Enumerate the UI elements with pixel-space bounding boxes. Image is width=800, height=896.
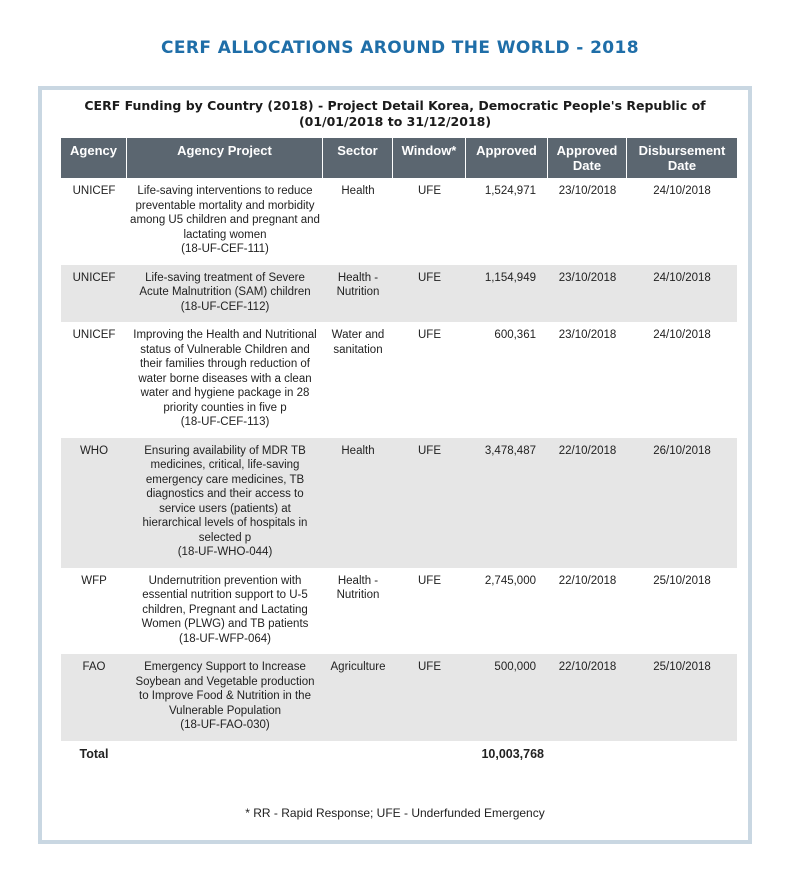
cell-disbursement-date: 25/10/2018 <box>653 574 711 587</box>
cell-sector: Water and sanitation <box>331 329 385 356</box>
cell-window: UFE <box>393 265 466 323</box>
cell-project <box>127 178 323 265</box>
total-spacer <box>548 741 627 770</box>
cell-disbursement-date: 26/10/2018 <box>627 438 737 568</box>
project-code: (18-UF-CEF-112) <box>180 300 270 313</box>
caption-line-1: CERF Funding by Country (2018) - Project Detail Korea, Democratic People's Republic of <box>84 98 706 113</box>
cell-agency: UNICEF <box>72 329 116 341</box>
project-description: Life-saving interventions to reduce preventable mortality and morbidity among U5 children and pregnant and lactating women <box>130 185 320 241</box>
cell-project <box>127 654 323 741</box>
cell-approved-date: 22/10/2018 <box>548 654 627 741</box>
table-row <box>61 438 737 568</box>
cell-agency: UNICEF <box>61 265 127 323</box>
funding-table <box>61 138 737 769</box>
header-window[interactable]: Window* <box>393 138 466 178</box>
cell-project <box>127 568 323 655</box>
cell-window: UFE <box>393 438 466 568</box>
cell-project <box>127 438 323 568</box>
cell-sector: Health <box>323 438 393 568</box>
table-row <box>61 265 737 323</box>
total-spacer <box>323 741 393 770</box>
cell-approved: 2,745,000 <box>484 574 536 587</box>
project-description: Life-saving treatment of Severe Acute Malnutrition (SAM) children <box>139 271 311 298</box>
cell-sector: Health <box>341 185 375 197</box>
page-title: CERF ALLOCATIONS AROUND THE WORLD - 2018 <box>160 38 639 58</box>
cell-approved: 3,478,487 <box>466 438 548 568</box>
project-code: (18-UF-CEF-111) <box>181 243 269 255</box>
cell-project <box>127 265 323 323</box>
cell-approved-date: 23/10/2018 <box>558 185 617 197</box>
cell-disbursement-date: 24/10/2018 <box>653 329 711 341</box>
cell-window: UFE <box>418 329 441 341</box>
cell-approved-date: 22/10/2018 <box>548 438 627 568</box>
total-row <box>61 741 737 770</box>
project-description: Improving the Health and Nutritional status of Vulnerable Children and their families through reduction of water borne diseases with a clean water and hygiene package in 28 priority counties in five p <box>133 329 317 414</box>
cell-approved-date: 23/10/2018 <box>548 265 627 323</box>
project-description: Emergency Support to Increase Soybean and Vegetable production to Improve Food & Nutrition in the Vulnerable Population <box>135 661 315 717</box>
cell-window: UFE <box>393 654 466 741</box>
cell-project <box>127 322 323 438</box>
cell-agency: WHO <box>61 438 127 568</box>
cell-window: UFE <box>418 185 441 197</box>
cell-approved: 1,524,971 <box>484 185 536 197</box>
cell-agency: UNICEF <box>72 185 116 197</box>
header-disbursement-date[interactable]: Disbursement Date <box>627 138 737 178</box>
project-code: (18-UF-CEF-113) <box>180 416 270 428</box>
project-code: (18-UF-FAO-030) <box>180 719 270 731</box>
table-caption <box>42 98 748 130</box>
cell-approved: 1,154,949 <box>466 265 548 323</box>
footnote: * RR - Rapid Response; UFE - Underfunded Emergency <box>245 806 545 820</box>
total-spacer <box>393 741 466 770</box>
header-agency-project[interactable]: Agency Project <box>127 138 323 178</box>
header-agency[interactable]: Agency <box>61 138 127 178</box>
cell-approved-date: 23/10/2018 <box>558 329 617 341</box>
cell-disbursement-date: 24/10/2018 <box>627 265 737 323</box>
project-description: Ensuring availability of MDR TB medicines, critical, life-saving emergency care medicines, TB diagnostics and their access to service users (patients) at hierarchical levels of hospitals in selected p <box>142 444 308 544</box>
header-sector[interactable]: Sector <box>323 138 393 178</box>
project-code: (18-UF-WHO-044) <box>177 546 273 558</box>
cell-approved-date: 22/10/2018 <box>558 574 617 587</box>
cell-disbursement-date: 25/10/2018 <box>627 654 737 741</box>
header-approved-date[interactable]: Approved Date <box>548 138 627 178</box>
total-value: 10,003,768 <box>481 746 544 761</box>
cell-sector: Agriculture <box>323 654 393 741</box>
cell-approved: 600,361 <box>494 329 536 341</box>
total-spacer <box>627 741 737 770</box>
total-spacer <box>127 741 323 770</box>
total-label: Total <box>79 746 109 761</box>
table-header-row <box>61 138 737 178</box>
table-row <box>61 568 737 655</box>
cell-agency: FAO <box>61 654 127 741</box>
cell-sector: Health - Nutrition <box>323 265 393 323</box>
report-frame <box>38 86 752 844</box>
project-description: Undernutrition prevention with essential nutrition support to U-5 children, Pregnant and Lactating Women (PLWG) and TB patients <box>141 574 309 630</box>
header-approved[interactable]: Approved <box>466 138 548 178</box>
cell-sector: Health - Nutrition <box>336 574 380 601</box>
cell-agency: WFP <box>81 574 107 587</box>
cell-approved: 500,000 <box>466 654 548 741</box>
cell-disbursement-date: 24/10/2018 <box>653 185 711 197</box>
table-row <box>61 654 737 741</box>
caption-line-2: (01/01/2018 to 31/12/2018) <box>298 114 492 129</box>
table-row <box>61 322 737 438</box>
cell-window: UFE <box>418 574 441 587</box>
table-row <box>61 178 737 265</box>
project-code: (18-UF-WFP-064) <box>178 632 271 645</box>
